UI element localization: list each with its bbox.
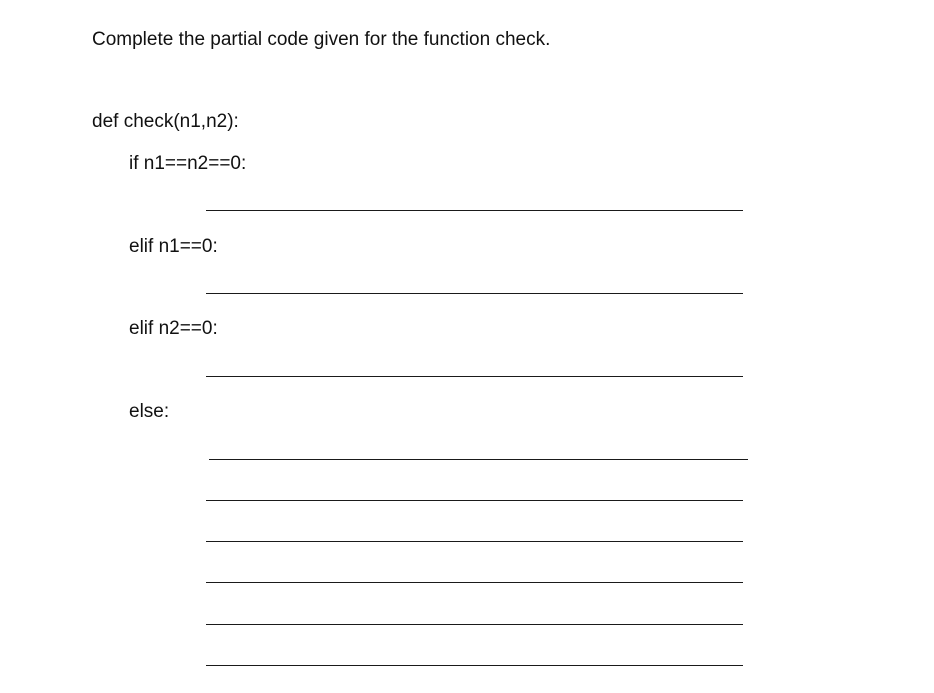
code-def-line: def check(n1,n2): bbox=[92, 111, 239, 132]
answer-blank-else-6 bbox=[206, 665, 743, 666]
answer-blank-else-2 bbox=[206, 500, 743, 501]
instruction-text: Complete the partial code given for the function check. bbox=[92, 29, 551, 50]
answer-blank-else-4 bbox=[206, 582, 743, 583]
answer-blank-elif-n1 bbox=[206, 293, 743, 294]
answer-blank-else-1 bbox=[209, 459, 748, 460]
code-elif-n2-line: elif n2==0: bbox=[129, 318, 218, 339]
answer-blank-if bbox=[206, 210, 743, 211]
answer-blank-else-3 bbox=[206, 541, 743, 542]
answer-blank-else-5 bbox=[206, 624, 743, 625]
code-else-line: else: bbox=[129, 401, 170, 422]
code-if-line: if n1==n2==0: bbox=[129, 153, 247, 174]
code-elif-n1-line: elif n1==0: bbox=[129, 236, 218, 257]
answer-blank-elif-n2 bbox=[206, 376, 743, 377]
